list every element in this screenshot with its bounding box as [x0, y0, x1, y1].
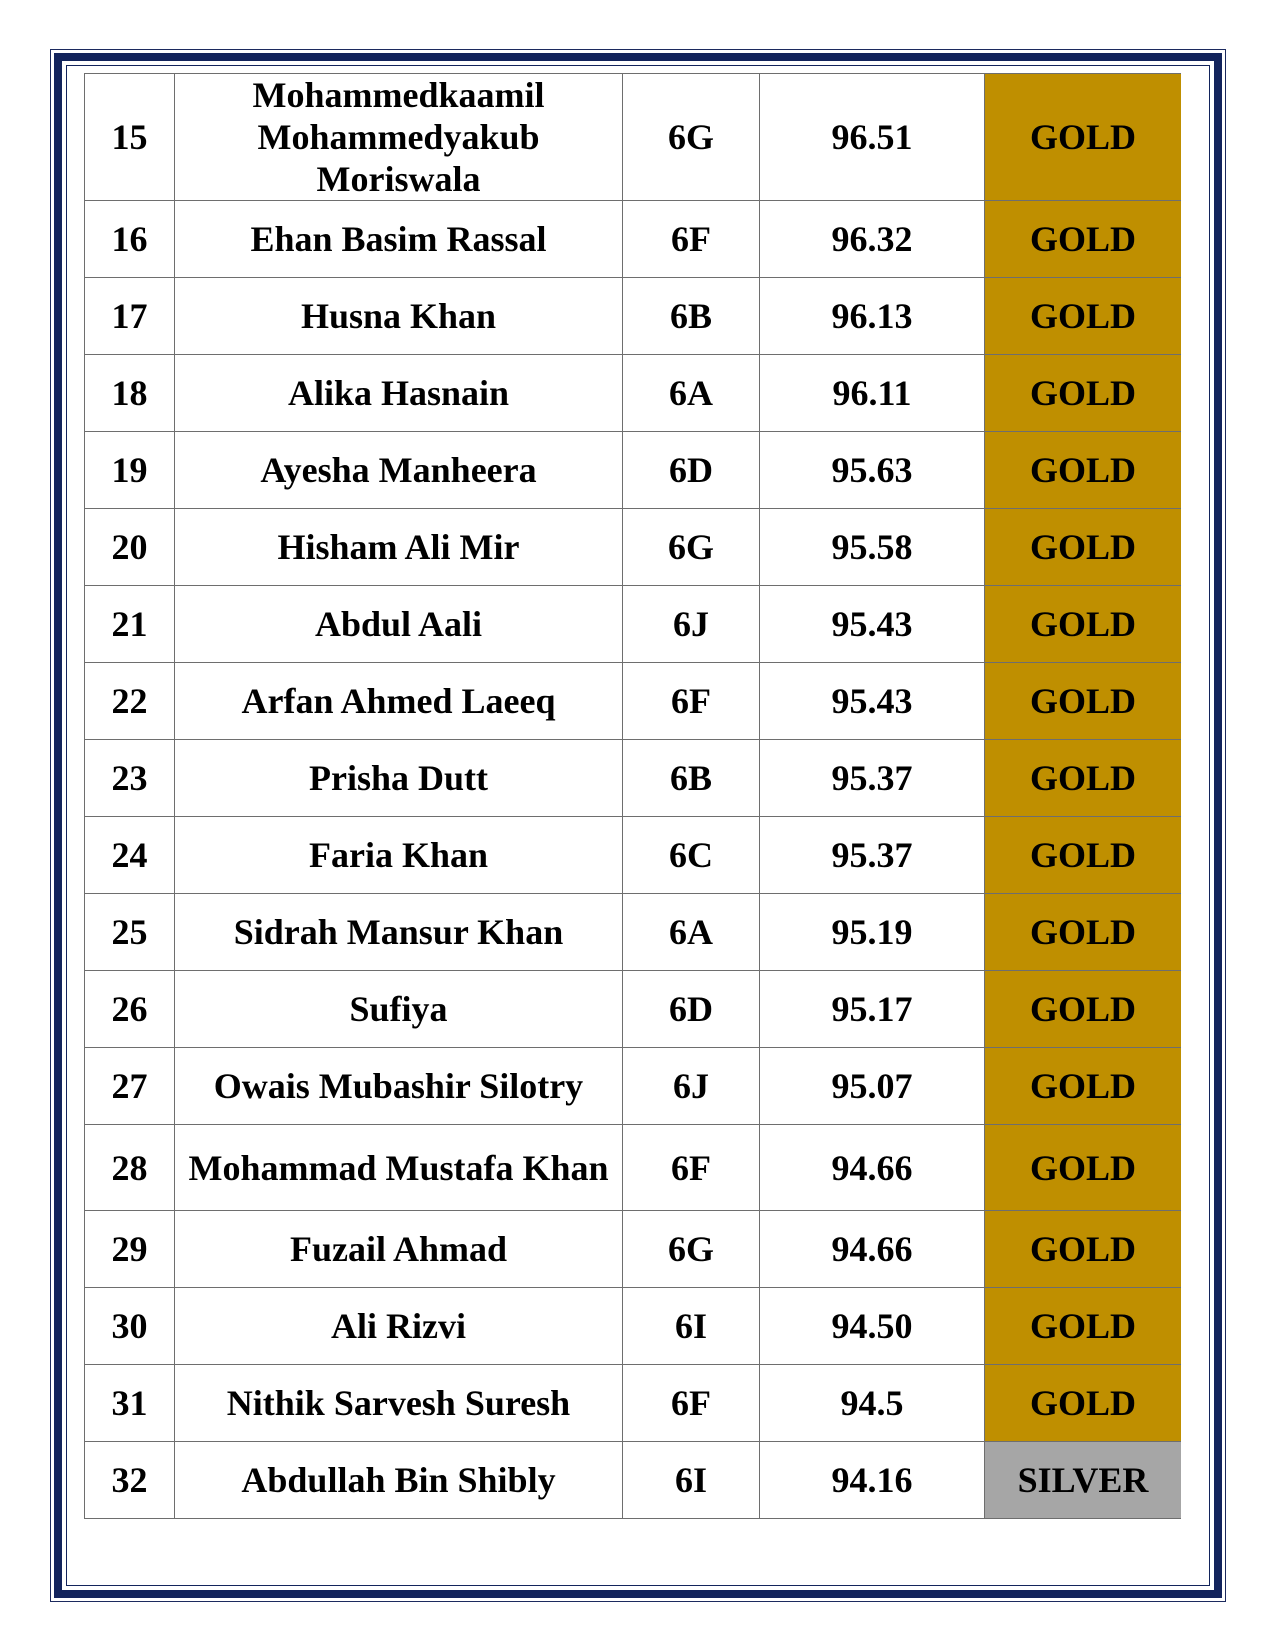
name-cell: Prisha Dutt: [175, 740, 623, 817]
class-cell: 6G: [623, 74, 760, 201]
rank-cell: 22: [85, 663, 175, 740]
name-cell: Ali Rizvi: [175, 1288, 623, 1365]
medal-cell: GOLD: [985, 586, 1182, 663]
medal-cell: GOLD: [985, 1125, 1182, 1211]
score-cell: 95.63: [760, 432, 985, 509]
name-cell: Arfan Ahmed Laeeq: [175, 663, 623, 740]
score-cell: 96.51: [760, 74, 985, 201]
rank-cell: 19: [85, 432, 175, 509]
name-cell: Husna Khan: [175, 278, 623, 355]
medal-cell: GOLD: [985, 663, 1182, 740]
class-cell: 6D: [623, 432, 760, 509]
rank-cell: 20: [85, 509, 175, 586]
score-cell: 94.16: [760, 1442, 985, 1519]
medal-cell: GOLD: [985, 971, 1182, 1048]
class-cell: 6J: [623, 1048, 760, 1125]
table-row: [85, 278, 1182, 355]
class-cell: 6I: [623, 1288, 760, 1365]
rank-cell: 31: [85, 1365, 175, 1442]
rank-cell: 26: [85, 971, 175, 1048]
class-cell: 6F: [623, 1365, 760, 1442]
medal-cell: GOLD: [985, 1048, 1182, 1125]
rank-cell: 17: [85, 278, 175, 355]
rank-cell: 30: [85, 1288, 175, 1365]
rank-cell: 23: [85, 740, 175, 817]
class-cell: 6C: [623, 817, 760, 894]
table-row: [85, 432, 1182, 509]
table-row: [85, 509, 1182, 586]
class-cell: 6J: [623, 586, 760, 663]
medal-cell: GOLD: [985, 278, 1182, 355]
medal-cell: GOLD: [985, 1365, 1182, 1442]
table-row: [85, 586, 1182, 663]
class-cell: 6D: [623, 971, 760, 1048]
name-cell: Alika Hasnain: [175, 355, 623, 432]
score-cell: 94.50: [760, 1288, 985, 1365]
name-cell: Sidrah Mansur Khan: [175, 894, 623, 971]
results-table-body: [85, 74, 1182, 1519]
rank-cell: 16: [85, 201, 175, 278]
score-cell: 96.11: [760, 355, 985, 432]
score-cell: 94.5: [760, 1365, 985, 1442]
table-row: [85, 355, 1182, 432]
name-cell: Abdul Aali: [175, 586, 623, 663]
rank-cell: 24: [85, 817, 175, 894]
rank-cell: 27: [85, 1048, 175, 1125]
medal-cell: GOLD: [985, 355, 1182, 432]
medal-cell: GOLD: [985, 1211, 1182, 1288]
score-cell: 95.07: [760, 1048, 985, 1125]
medal-cell: GOLD: [985, 740, 1182, 817]
table-row: [85, 1048, 1182, 1125]
name-cell: Ayesha Manheera: [175, 432, 623, 509]
name-cell: Sufiya: [175, 971, 623, 1048]
score-cell: 95.43: [760, 663, 985, 740]
name-cell: Mohammedkaamil Mohammedyakub Moriswala: [175, 74, 623, 201]
class-cell: 6I: [623, 1442, 760, 1519]
class-cell: 6F: [623, 663, 760, 740]
results-table-container: [84, 68, 1181, 1519]
score-cell: 95.19: [760, 894, 985, 971]
class-cell: 6A: [623, 355, 760, 432]
class-cell: 6B: [623, 740, 760, 817]
table-row: [85, 1288, 1182, 1365]
table-row: [85, 663, 1182, 740]
table-row: [85, 1365, 1182, 1442]
rank-cell: 21: [85, 586, 175, 663]
table-row: [85, 817, 1182, 894]
medal-cell: GOLD: [985, 201, 1182, 278]
table-row: [85, 740, 1182, 817]
class-cell: 6G: [623, 1211, 760, 1288]
name-cell: Fuzail Ahmad: [175, 1211, 623, 1288]
rank-cell: 18: [85, 355, 175, 432]
table-row: [85, 1442, 1182, 1519]
medal-cell: GOLD: [985, 432, 1182, 509]
medal-cell: GOLD: [985, 509, 1182, 586]
results-table: [84, 73, 1181, 1519]
name-cell: Abdullah Bin Shibly: [175, 1442, 623, 1519]
score-cell: 95.58: [760, 509, 985, 586]
rank-cell: 29: [85, 1211, 175, 1288]
rank-cell: 15: [85, 74, 175, 201]
name-cell: Faria Khan: [175, 817, 623, 894]
score-cell: 96.13: [760, 278, 985, 355]
name-cell: Ehan Basim Rassal: [175, 201, 623, 278]
table-row: [85, 74, 1182, 201]
score-cell: 95.17: [760, 971, 985, 1048]
table-row: [85, 1125, 1182, 1211]
class-cell: 6F: [623, 201, 760, 278]
score-cell: 96.32: [760, 201, 985, 278]
medal-cell: GOLD: [985, 1288, 1182, 1365]
medal-cell: GOLD: [985, 74, 1182, 201]
medal-cell: GOLD: [985, 894, 1182, 971]
score-cell: 95.43: [760, 586, 985, 663]
rank-cell: 25: [85, 894, 175, 971]
class-cell: 6B: [623, 278, 760, 355]
name-cell: Mohammad Mustafa Khan: [175, 1125, 623, 1211]
table-row: [85, 201, 1182, 278]
name-cell: Owais Mubashir Silotry: [175, 1048, 623, 1125]
table-row: [85, 894, 1182, 971]
medal-cell: SILVER: [985, 1442, 1182, 1519]
score-cell: 95.37: [760, 817, 985, 894]
class-cell: 6F: [623, 1125, 760, 1211]
score-cell: 94.66: [760, 1211, 985, 1288]
name-cell: Hisham Ali Mir: [175, 509, 623, 586]
score-cell: 95.37: [760, 740, 985, 817]
rank-cell: 28: [85, 1125, 175, 1211]
name-cell: Nithik Sarvesh Suresh: [175, 1365, 623, 1442]
table-row: [85, 971, 1182, 1048]
table-row: [85, 1211, 1182, 1288]
rank-cell: 32: [85, 1442, 175, 1519]
class-cell: 6A: [623, 894, 760, 971]
medal-cell: GOLD: [985, 817, 1182, 894]
class-cell: 6G: [623, 509, 760, 586]
score-cell: 94.66: [760, 1125, 985, 1211]
